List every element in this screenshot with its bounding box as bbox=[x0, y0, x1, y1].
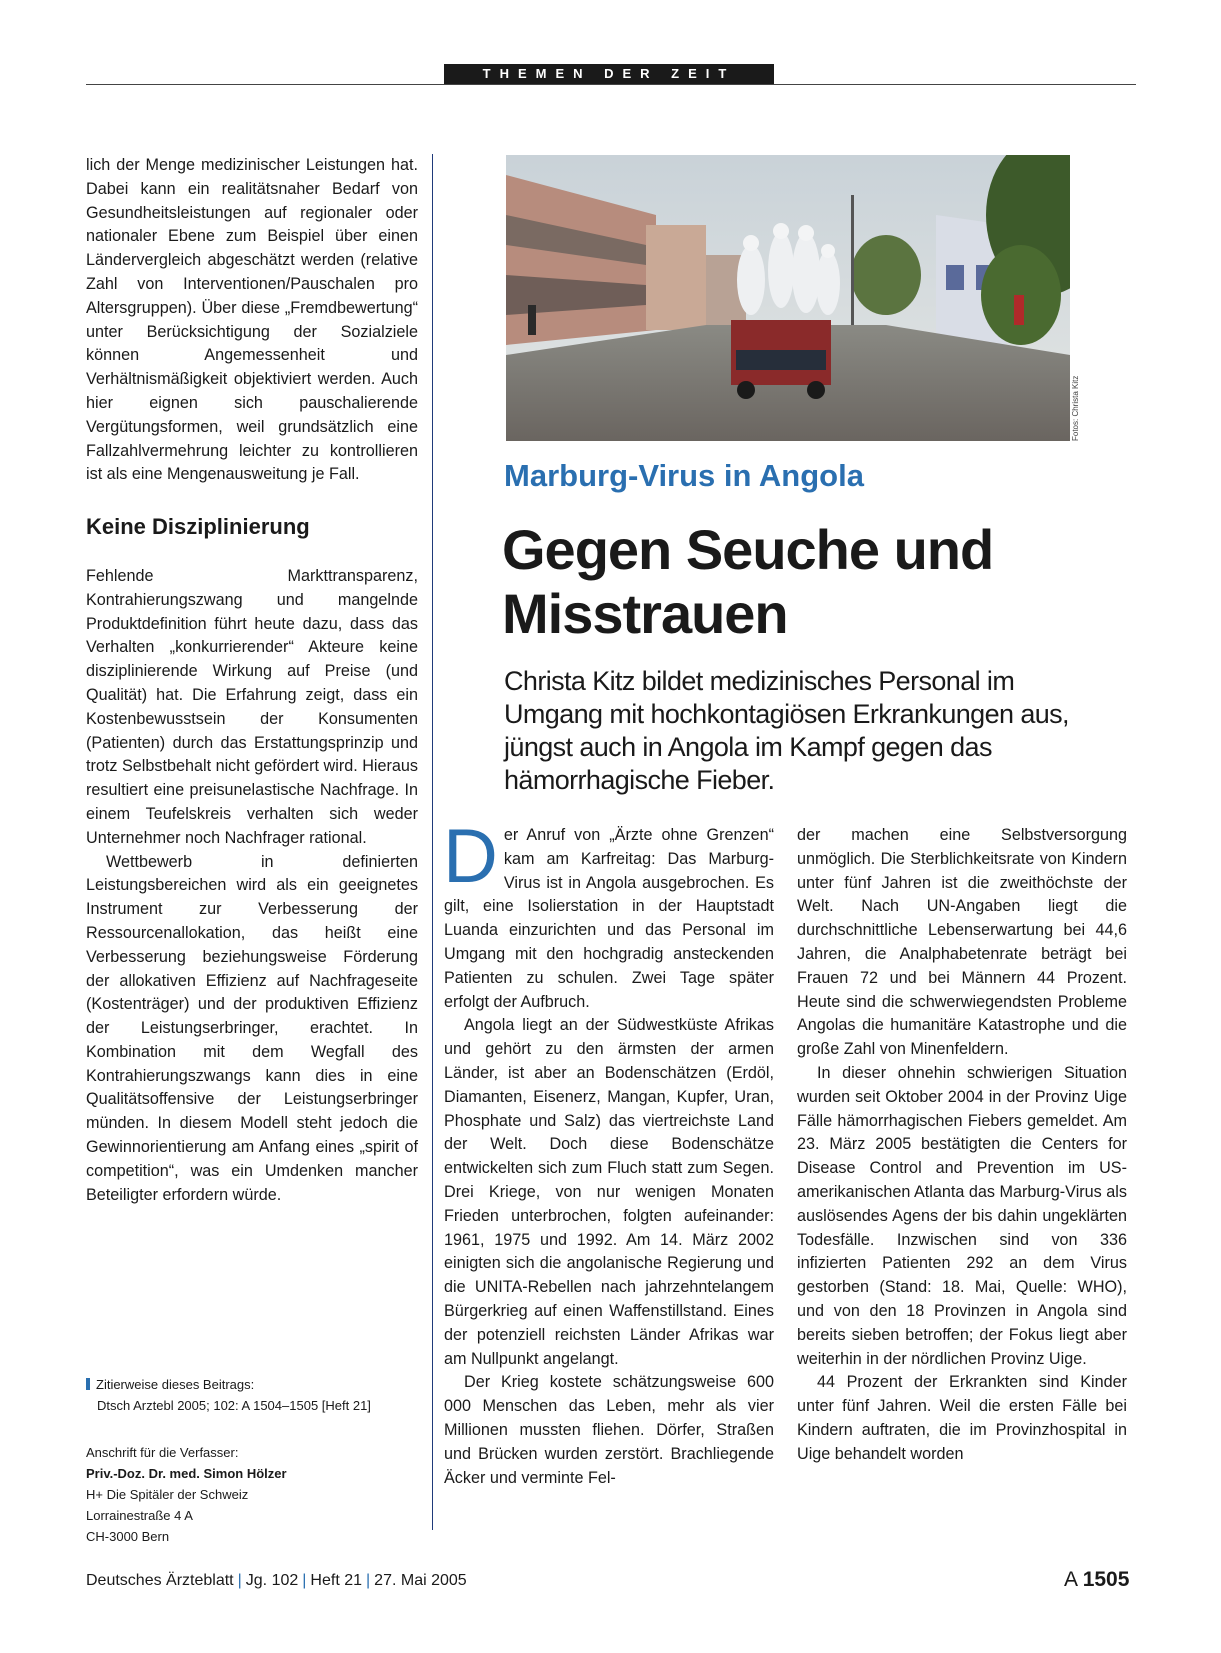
article-title: Gegen Seuche und Misstrauen bbox=[502, 518, 994, 645]
citation-marker-icon bbox=[86, 1378, 90, 1390]
left-column bbox=[86, 154, 418, 1207]
footer-separator: | bbox=[366, 1572, 371, 1589]
article-paragraph-1 bbox=[443, 814, 774, 1014]
citation-reference: Dtsch Arztebl 2005; 102: A 1504–1505 [Heft 21] bbox=[97, 1398, 371, 1413]
article-paragraph-6: 44 Prozent der Erkrankten sind Kinder unter fünf Jahren. Weil die ersten Fälle bei Kindern auftraten, die im Provinzhospital in Uige behandelt worden bbox=[797, 1373, 1127, 1463]
page-prefix: A bbox=[1064, 1568, 1077, 1591]
author-name: Priv.-Doz. Dr. med. Simon Hölzer bbox=[86, 1466, 287, 1481]
citation-block bbox=[86, 1374, 406, 1416]
author-organization: H+ Die Spitäler der Schweiz bbox=[86, 1487, 249, 1502]
photo-credit: Fotos: Christa Kitz bbox=[1071, 375, 1080, 441]
journal-name: Deutsches Ärzteblatt bbox=[86, 1572, 234, 1589]
article-column-1 bbox=[443, 814, 774, 1490]
article-paragraph-3: Der Krieg kostete schätzungsweise 600 000 Menschen das Leben, mehr als vier Millionen mussten fliehen. Dörfer, Straßen und Brücken wurden zerstört. Brachliegende Äcker und verminte Fel- bbox=[444, 1373, 774, 1487]
article-paragraph-4: der machen eine Selbstversorgung unmöglich. Die Sterblichkeitsrate von Kindern unter fünf Jahren ist die zweithöchste der Welt. Nach UN-Angaben liegt die durchschnittliche Lebenserwartung bei 44,6 Jahren, die Analphabetenrate beträgt bei Frauen 72 und bei Männern 44 Prozent. Heute sind die schwerwiegendsten Probleme Angolas die humanitäre Katastrophe und die große Zahl von Minenfeldern. bbox=[797, 826, 1127, 1059]
page-number-value: 1505 bbox=[1082, 1568, 1130, 1591]
article-paragraph-2: Angola liegt an der Südwestküste Afrikas und gehört zu den ärmsten der armen Länder, ist aber an Bodenschätzen (Erdöl, Diamanten, Eisenerz, Mangan, Kupfer, Uran, Phosphate und Salz) das viertreichste Land der Welt. Doch diese Bodenschätze entwickelten sich zum Fluch statt zum Segen. Drei Kriege, von nur wenigen Monaten Frieden unterbrochen, folgten aufeinander: 1961, 1975 und 1992. Am 14. März 2002 einigten sich die angolanische Regierung und die UNITA-Rebellen nach jahrzehntelangem Bürgerkrieg auf einen Waffenstillstand. Eines der potenziell reichsten Länder Afrikas war am Nullpunkt angelangt. bbox=[444, 1016, 774, 1368]
article-lead: Christa Kitz bildet medizinisches Personal im Umgang mit hochkontagiösen Erkrankungen aus, jüngst auch in Angola im Kampf gegen das hämorrhagische Fieber. bbox=[504, 666, 1069, 795]
section-label: THEMEN DER ZEIT bbox=[444, 64, 774, 84]
column-divider bbox=[432, 154, 433, 1530]
author-city: CH-3000 Bern bbox=[86, 1529, 170, 1544]
author-street: Lorrainestraße 4 A bbox=[86, 1508, 193, 1523]
left-subheading: Keine Disziplinierung bbox=[86, 514, 310, 540]
header-rule bbox=[86, 84, 1136, 85]
footer-separator: | bbox=[302, 1572, 307, 1589]
left-paragraph-3: Wettbewerb in definierten Leistungsbereichen wird als ein geeignetes Instrument zur Verbesserung der Ressourcenallokation, das heißt eine Verbesserung beziehungsweise Förderung der allokativen Effizienz auf Nachfrageseite (Kostenträger) und der produktiven Effizienz der Leistungserbringer, erachtet. In Kombination mit dem Wegfall des Kontrahierungszwangs kann dies in eine Qualitätsoffensive der Leistungserbringer münden. In diesem Modell steht jedoch die Gewinnorientierung am Anfang eines „spirit of competition“, was ein Umdenken mancher Beteiligter erfordern würde. bbox=[86, 852, 418, 1204]
page-number bbox=[1064, 1568, 1129, 1592]
journal-issue: Heft 21 bbox=[310, 1572, 363, 1589]
article-column-2 bbox=[797, 824, 1127, 1467]
left-paragraph-1: lich der Menge medizinischer Leistungen hat. Dabei kann ein realitätsnaher Bedarf von Gesundheitsleistungen auf regionaler oder nationaler Ebene zum Beispiel über einen Ländervergleich abgeschätzt werden (relative Zahl von Interventionen/Pauschalen pro Altersgruppen). Über diese „Fremdbewertung“ unter Berücksichtigung der Sozialziele können Angemessenheit und Verhältnismäßigkeit objektiviert werden. Auch hier eignen sich pauschalierende Vergütungsformen, weil grundsätzlich eine Fallzahlvermehrung leichter zu kontrollieren ist als eine Mengenausweitung je Fall. bbox=[86, 156, 418, 484]
author-address bbox=[86, 1442, 406, 1547]
address-label: Anschrift für die Verfasser: bbox=[86, 1445, 239, 1460]
page-footer bbox=[86, 1572, 467, 1590]
street-scene-photo bbox=[506, 155, 1070, 441]
article-paragraph-5: In dieser ohnehin schwierigen Situation wurden seit Oktober 2004 in der Provinz Uige Fälle hämorrhagischen Fiebers gemeldet. Am 23. März 2005 bestätigten die Centers for Disease Control and Prevention im US-amerikanischen Atlanta das Marburg-Virus als auslösendes Agens der bis dahin ungeklärten Todesfälle. Inzwischen sind von 336 infizierten Patienten 292 an dem Virus gestorben (Stand: 18. Mai, Quelle: WHO), und von den 18 Provinzen in Angola sind bereits sieben betroffen; der Fokus liegt aber weiterhin in der nördlichen Provinz Uige. bbox=[797, 1063, 1127, 1368]
article-photo bbox=[506, 155, 1070, 441]
footer-separator: | bbox=[237, 1572, 242, 1589]
article-paragraph-1-text: er Anruf von „Ärzte ohne Grenzen“ kam am Karfreitag: Das Marburg-Virus ist in Angola ausgebrochen. Es gilt, eine Isolierstation in der Hauptstadt Luanda einzurichten und das Personal im Umgang mit den hochgradig ansteckenden Patienten zu schulen. Zwei Tage später erfolgt der Aufbruch. bbox=[444, 826, 774, 1011]
journal-volume: Jg. 102 bbox=[245, 1572, 299, 1589]
journal-date: 27. Mai 2005 bbox=[374, 1572, 467, 1589]
left-paragraph-2: Fehlende Markttransparenz, Kontrahierungszwang und mangelnde Produktdefinition führt heute dazu, dass das Verhalten „konkurrierender“ Akteure keine disziplinierende Wirkung auf Preise (und Qualität) hat. Die Erfahrung zeigt, dass ein Kostenbewusstsein der Konsumenten (Patienten) durch das Erstattungsprinzip und trotz Selbstbehalt nicht gefördert wird. Hieraus resultiert eine preisunelastische Nachfrage. In einem Teufelskreis verhalten sich weder Unternehmer noch Nachfrager rational. bbox=[86, 566, 419, 847]
article-kicker: Marburg-Virus in Angola bbox=[504, 458, 864, 493]
citation-label: Zitierweise dieses Beitrags: bbox=[96, 1377, 255, 1392]
drop-cap: D bbox=[443, 814, 498, 899]
